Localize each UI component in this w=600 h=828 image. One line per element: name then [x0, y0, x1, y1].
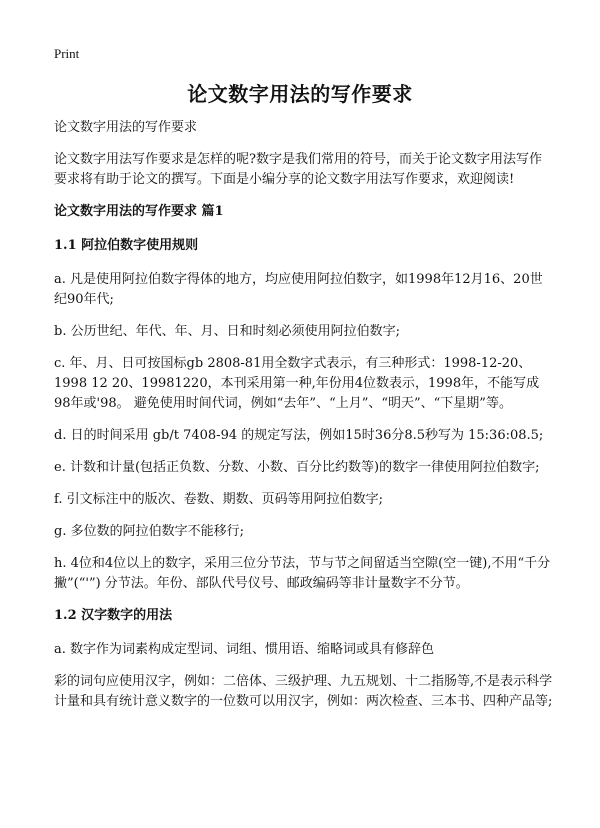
rule-item-e: e. 计数和计量(包括正负数、分数、小数、百分比约数等)的数字一律使用阿拉伯数字;	[54, 460, 540, 475]
page-title: 论文数字用法的写作要求	[187, 82, 413, 106]
rule-item-b: b. 公历世纪、年代、年、月、日和时刻必须使用阿拉伯数字;	[54, 324, 400, 339]
rule-item-a: a. 凡是使用阿拉伯数字得体的地方，均应使用阿拉伯数字，如1998年12月16、20世纪90年代;	[54, 272, 543, 307]
rule-item-d: d. 日的时间采用 gb/t 7408-94 的规定写法，例如15时36分8.5秒写为 15:36:08.5;	[54, 428, 544, 443]
chinese-rule-item-a: a. 数字作为词素构成定型词、词组、惯用语、缩略词或具有修辞色	[54, 642, 435, 657]
subsection-heading-chinese: 1.2 汉字数字的用法	[54, 608, 173, 623]
section-title: 论文数字用法的写作要求 篇1	[54, 204, 224, 219]
document-body	[54, 118, 554, 724]
document-subtitle: 论文数字用法的写作要求	[54, 120, 198, 135]
print-label: Print	[54, 46, 80, 61]
subsection-heading-arabic: 1.1 阿拉伯数字使用规则	[54, 238, 199, 253]
rule-item-g: g. 多位数的阿拉伯数字不能移行;	[54, 524, 244, 539]
rule-item-h: h. 4位和4位以上的数字，采用三位分节法，节与节之间留适当空隙(空一键),不用“千分撇”(“'”) 分节法。年份、部队代号仪号、邮政编码等非计量数字不分节。	[54, 556, 551, 591]
rule-item-c: c. 年、月、日可按国标gb 2808-81用全数字式表示，有三种形式：1998-12-20、1998 12 20、19981220，本刊采用第一种,年份用4位数表示，1998年，不能写成98年或'98。 避免使用时间代词，例如“去年”、“上月”、“明天”、“下星期”等。	[54, 356, 540, 411]
chinese-rule-item-continuation: 彩的词句应使用汉字，例如：二倍体、三级护理、九五规划、十二指肠等,不是表示科学计量和具有统计意义数字的一位数可以用汉字，例如：两次检查、三本书、四种产品等;	[54, 674, 553, 709]
intro-paragraph: 论文数字用法写作要求是怎样的呢?数字是我们常用的符号，而关于论文数字用法写作要求将有助于论文的撰写。下面是小编分享的论文数字用法写作要求，欢迎阅读!	[54, 152, 542, 187]
rule-item-f: f. 引文标注中的版次、卷数、期数、页码等用阿拉伯数字;	[54, 492, 383, 507]
